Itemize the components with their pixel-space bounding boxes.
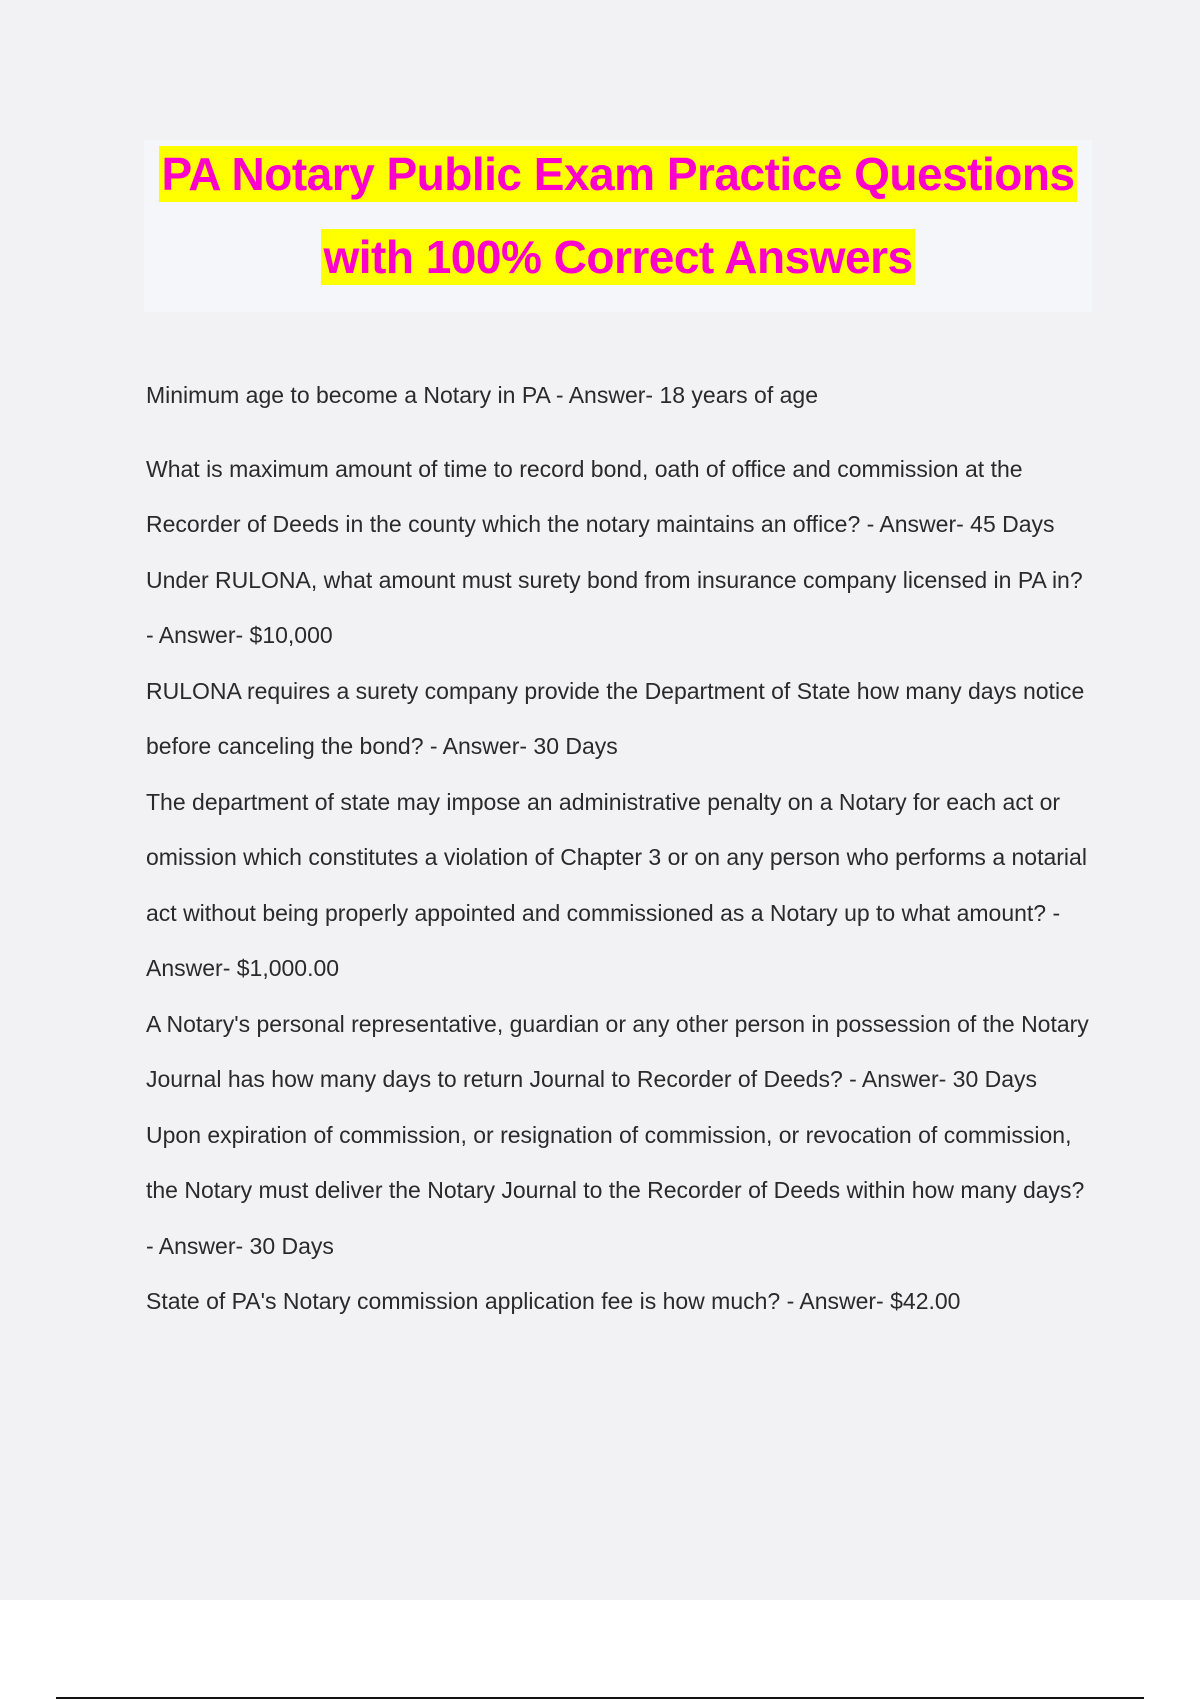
qa-item: RULONA requires a surety company provide the Department of State how many days notice before canceling the bond? - Answer- 30 Days	[146, 677, 1085, 759]
title-block	[144, 140, 1092, 312]
qa-item: The department of state may impose an administrative penalty on a Notary for each act or omission which constitutes a violation of Chapter 3 or on any person who performs a notarial act without being properly appointed and commissioned as a Notary up to what amount? - Answer- $1,000.00	[146, 788, 1087, 981]
footer-divider	[56, 1697, 1144, 1699]
document-title-line-1: PA Notary Public Exam Practice Questions	[161, 148, 1075, 200]
qa-item: What is maximum amount of time to record bond, oath of office and commission at the Recorder of Deeds in the county which the notary maintains an office? - Answer- 45 Days	[146, 455, 1055, 537]
qa-item: State of PA's Notary commission application fee is how much? - Answer- $42.00	[146, 1288, 961, 1314]
document-title-line-2: with 100% Correct Answers	[323, 231, 913, 283]
qa-item: Upon expiration of commission, or resignation of commission, or revocation of commission, the Notary must deliver the Notary Journal to the Recorder of Deeds within how many days? - Answer- 30 Days	[146, 1121, 1085, 1259]
qa-item: A Notary's personal representative, guardian or any other person in possession of the Notary Journal has how many days to return Journal to Recorder of Deeds? - Answer- 30 Days	[146, 1010, 1089, 1092]
qa-item: Under RULONA, what amount must surety bond from insurance company licensed in PA in? - Answer- $10,000	[146, 566, 1083, 648]
qa-item: Minimum age to become a Notary in PA - Answer- 18 years of age	[146, 382, 818, 408]
question-answer-list	[146, 368, 1096, 1330]
